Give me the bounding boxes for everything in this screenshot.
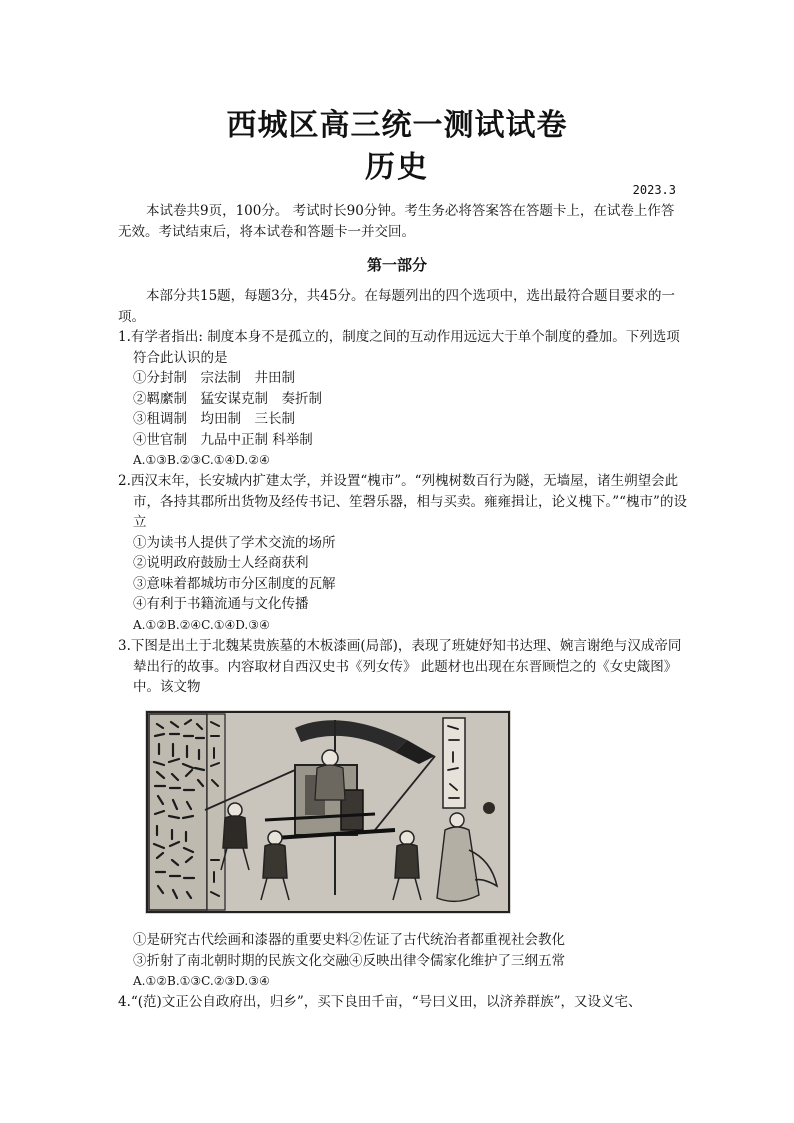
section-intro: 本部分共15题，每题3分，共45分。在每题列出的四个选项中，选出最符合题目要求的一项。: [118, 288, 675, 325]
statement-item: ②羁縻制 猛安谋克制 奏折制: [133, 390, 322, 407]
statement-item: ④世官制 九品中正制 科举制: [133, 431, 313, 448]
exam-date: 2023.3: [632, 183, 676, 197]
section-title: 第一部分: [366, 256, 427, 274]
exam-subject: 历史: [365, 150, 429, 185]
statement-item: ③租调制 均田制 三长制: [133, 411, 295, 427]
statement-item: ①分封制 宗法制 井田制: [133, 370, 295, 386]
statement-item: ④有利于书籍流通与文化传播: [133, 596, 309, 612]
answer-options: A.①②B.②④C.①④D.③④: [133, 617, 270, 632]
question-stem: 3.下图是出土于北魏某贵族墓的木板漆画(局部)，表现了班婕妤知书达理、婉言谢绝与汉成帝同辇出行的故事。内容取材自西汉史书《列女传》 此题材也出现在东晋顾恺之的《女史箴图》中。该文物: [118, 638, 682, 695]
exam-title: 西城区高三统一测试试卷: [226, 108, 568, 143]
question-3-options: [118, 930, 688, 992]
question-stem: 4.“(范)文正公自政府出，归乡”，买下良田千亩，“号曰义田，以济养群族”，又设义宅、: [118, 994, 642, 1010]
question-1: [118, 327, 688, 471]
statement-item: ②说明政府鼓励士人经商获利: [133, 555, 309, 571]
statement-item: ①为读书人提供了学术交流的场所: [133, 534, 336, 551]
question-stem: 2.西汉末年，长安城内扩建太学，并设置“槐市”。“列槐树数百行为隧，无墙屋，诸生朔望会此市，各持其郡所出货物及经传书记、笙磬乐器，相与买卖。雍雍揖让，论义槐下。”“槐市”的设立: [118, 473, 687, 530]
question-4: [118, 992, 688, 1013]
lacquer-painting-image: [145, 710, 511, 914]
statement-item: ③折射了南北朝时期的民族文化交融④反映出律令儒家化维护了三纲五常: [133, 952, 565, 969]
answer-options: A.①③B.②③C.①④D.②④: [133, 453, 270, 467]
statement-item: ③意味着都城坊市分区制度的瓦解: [133, 575, 336, 592]
question-3: [118, 636, 688, 698]
answer-options: A.①②B.①③C.②③D.③④: [133, 974, 270, 988]
question-2: [118, 471, 688, 635]
exam-instructions: 本试卷共9页，100分。 考试时长90分钟。考生务必将答案答在答题卡上，在试卷上作答无效。考试结束后，将本试卷和答题卡一并交回。: [118, 203, 675, 240]
statement-item: ①是研究古代绘画和漆器的重要史料②佐证了古代统治者都重视社会教化: [133, 932, 565, 948]
question-stem: 1.有学者指出: 制度本身不是孤立的，制度之间的互动作用远远大于单个制度的叠加。下列选项符合此认识的是: [118, 329, 680, 366]
